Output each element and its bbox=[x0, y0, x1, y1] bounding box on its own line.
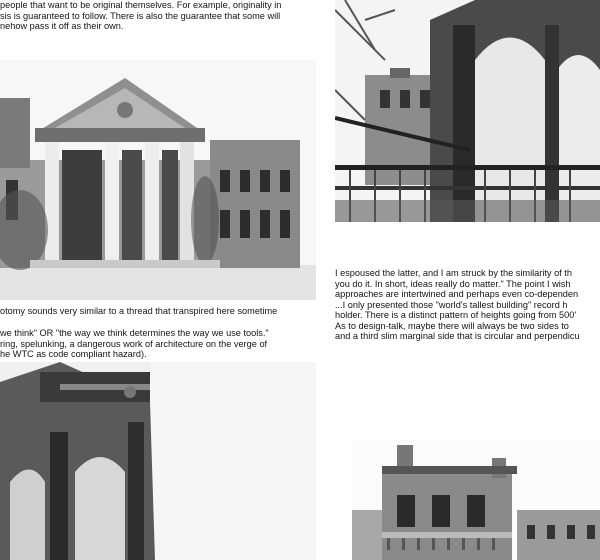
text-line: approaches are intertwined and perhaps even co-dependen bbox=[335, 289, 579, 299]
text-line: we think" OR "the way we think determines the way we use tools." bbox=[0, 328, 269, 338]
text-line: he WTC as code compliant hazard). bbox=[0, 349, 147, 359]
text-line: holder. There is a distinct pattern of heights going from 500' bbox=[335, 310, 577, 320]
mansion-facade-photo bbox=[0, 60, 316, 300]
text-line: you do it. In short, ideas really do matter." The point I wish bbox=[335, 278, 571, 289]
left-paragraph-middle bbox=[0, 306, 277, 317]
right-paragraph bbox=[335, 268, 580, 342]
text-line: otomy sounds very similar to a thread that transpired here sometime bbox=[0, 306, 278, 316]
text-line: people that want to be original themselves. For example, originality in bbox=[0, 0, 282, 10]
text-line: ring, spelunking, a dangerous work of architecture on the verge of bbox=[0, 338, 268, 349]
text-line: sis is guaranteed to follow. There is also the guarantee that some will bbox=[0, 10, 281, 21]
text-line: and a third slim marginal side that is circular and perpendicu bbox=[335, 331, 580, 341]
left-paragraph-top bbox=[0, 0, 281, 32]
colonnade-balcony-photo bbox=[335, 0, 600, 222]
left-paragraph-lower bbox=[0, 328, 269, 360]
text-line: I espoused the latter, and I am struck by the similarity of th bbox=[335, 268, 572, 278]
text-line: As to design-talk, maybe there will always be two sides to bbox=[335, 320, 569, 331]
text-line: ...I only presented those "world's tallest building" record h bbox=[335, 299, 568, 310]
text-line: nehow pass it off as their own. bbox=[0, 21, 124, 31]
ruined-pavilion-photo bbox=[0, 362, 316, 560]
tower-ruins-photo bbox=[352, 440, 600, 560]
